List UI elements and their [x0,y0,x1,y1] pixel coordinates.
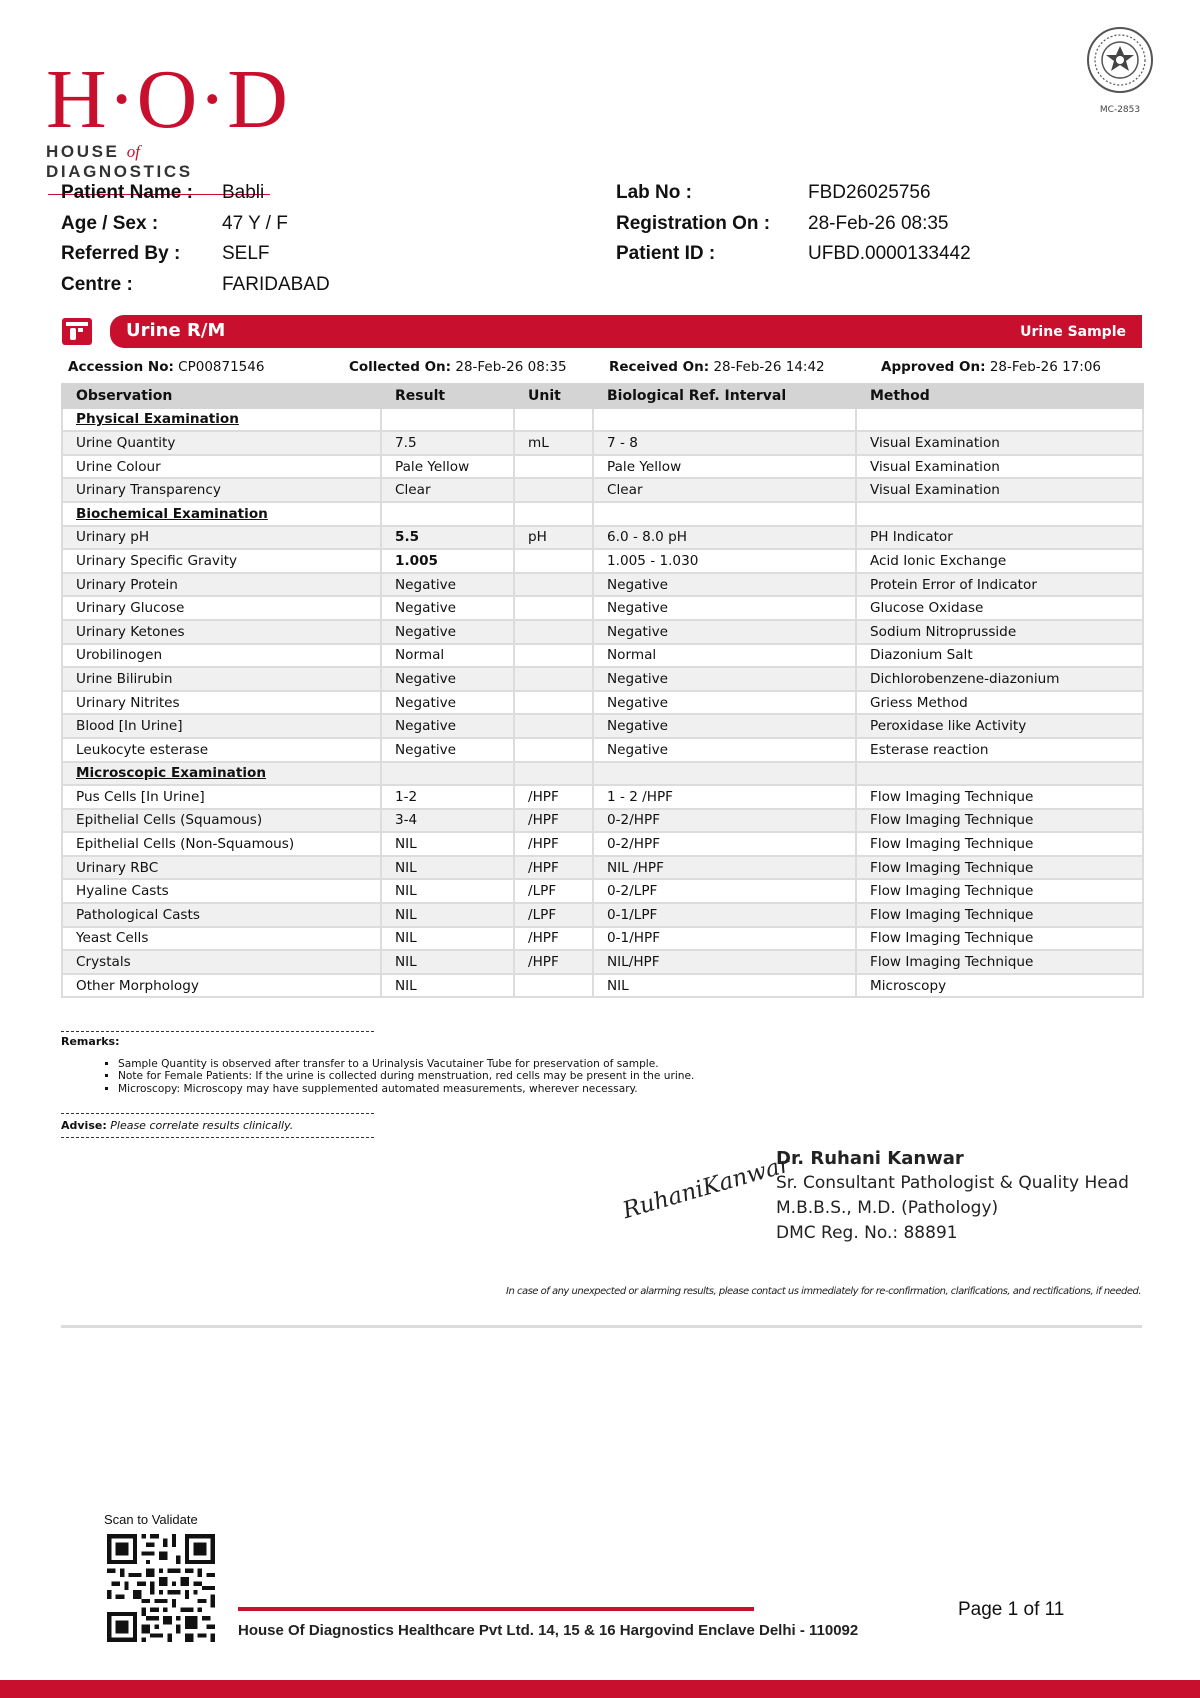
method-cell: Flow Imaging Technique [856,927,1143,951]
method-cell: Diazonium Salt [856,644,1143,668]
method-cell: PH Indicator [856,526,1143,550]
doctor-registration: DMC Reg. No.: 88891 [776,1223,958,1243]
footer-divider [61,1325,1142,1328]
observation-cell: Urinary RBC [62,856,381,880]
logo-sub-of: of [126,142,141,161]
doctor-signature [614,1151,794,1225]
method-cell: Flow Imaging Technique [856,950,1143,974]
seal-icon [1085,22,1155,104]
referred-by-label: Referred By : [61,243,181,264]
table-row [62,974,1143,998]
table-row [62,832,1143,856]
unit-cell: /LPF [514,903,593,927]
ref-cell: NIL [593,974,856,998]
ref-cell: 1 - 2 /HPF [593,785,856,809]
ref-cell: Negative [593,738,856,762]
qr-code-icon[interactable] [107,1534,215,1642]
table-row [62,455,1143,479]
unit-cell [514,691,593,715]
table-row [62,596,1143,620]
unit-cell: /HPF [514,950,593,974]
observation-cell: Yeast Cells [62,927,381,951]
section-microscopic: Microscopic Examination [62,762,381,786]
ref-cell: 6.0 - 8.0 pH [593,526,856,550]
unit-cell [514,667,593,691]
method-cell: Flow Imaging Technique [856,785,1143,809]
ref-cell: 0-2/LPF [593,879,856,903]
result-cell: Normal [381,644,514,668]
unit-cell [514,573,593,597]
table-row [62,573,1143,597]
ref-cell: Negative [593,573,856,597]
observation-cell: Pathological Casts [62,903,381,927]
header-observation: Observation [62,384,381,408]
hod-logo [46,53,289,182]
footer-red-line [238,1607,754,1611]
method-cell [856,502,1143,526]
result-cell: NIL [381,832,514,856]
ref-cell [593,502,856,526]
result-cell: Clear [381,478,514,502]
patient-id-label: Patient ID : [616,243,716,264]
observation-cell: Urinary Glucose [62,596,381,620]
observation-cell: Urinary Protein [62,573,381,597]
ref-cell [593,408,856,432]
unit-cell [514,620,593,644]
patient-info-left [61,182,330,304]
section-biochemical: Biochemical Examination [62,502,381,526]
test-tube-icon [62,316,92,347]
result-cell [381,408,514,432]
unit-cell [514,714,593,738]
unit-cell [514,408,593,432]
observation-cell: Crystals [62,950,381,974]
table-row [62,738,1143,762]
doctor-block [776,1146,1129,1246]
unit-cell: /HPF [514,832,593,856]
result-cell-abnormal: 5.5 [381,526,514,550]
ref-cell: 0-1/HPF [593,927,856,951]
advise-line [61,1119,293,1132]
logo-subtitle [46,142,286,182]
result-cell: Negative [381,738,514,762]
table-row [62,903,1143,927]
result-cell: Negative [381,667,514,691]
unit-cell [514,478,593,502]
section-physical: Physical Examination [62,408,381,432]
age-sex-value: 47 Y / F [222,212,288,234]
method-cell: Flow Imaging Technique [856,832,1143,856]
registration-row [616,213,971,244]
remarks-title: Remarks: [61,1035,120,1048]
result-cell: Negative [381,596,514,620]
method-cell: Flow Imaging Technique [856,879,1143,903]
received-value: 28-Feb-26 14:42 [713,359,825,375]
table-row [62,691,1143,715]
patient-info-right [616,182,971,274]
referred-by-value: SELF [222,243,270,264]
method-cell: Griess Method [856,691,1143,715]
ref-cell: 1.005 - 1.030 [593,549,856,573]
observation-cell: Hyaline Casts [62,879,381,903]
page-number: Page 1 of 11 [958,1599,1065,1620]
method-cell [856,408,1143,432]
test-title: Urine R/M [126,320,226,341]
ref-cell: Negative [593,596,856,620]
unit-cell: /HPF [514,856,593,880]
ref-cell: Clear [593,478,856,502]
unit-cell: pH [514,526,593,550]
table-row [62,856,1143,880]
ref-cell: Negative [593,691,856,715]
lab-no-value: FBD26025756 [808,182,931,203]
table-row [62,644,1143,668]
result-cell: Pale Yellow [381,455,514,479]
ref-cell: NIL /HPF [593,856,856,880]
test-sample-type: Urine Sample [1020,324,1126,340]
table-row [62,431,1143,455]
method-cell: Flow Imaging Technique [856,856,1143,880]
ref-cell: Negative [593,714,856,738]
doctor-title: Sr. Consultant Pathologist & Quality Head [776,1173,1129,1193]
patient-name-value: Babli [222,182,265,203]
registration-label: Registration On : [616,212,771,234]
scan-label: Scan to Validate [104,1512,198,1527]
unit-cell [514,974,593,998]
method-cell: Visual Examination [856,478,1143,502]
age-sex-row [61,213,330,244]
unit-cell [514,738,593,762]
result-cell: 1-2 [381,785,514,809]
observation-cell: Blood [In Urine] [62,714,381,738]
result-cell: NIL [381,950,514,974]
result-cell: Negative [381,714,514,738]
header-method: Method [856,384,1143,408]
observation-cell: Leukocyte esterase [62,738,381,762]
lab-no-label: Lab No : [616,182,692,203]
table-row [62,667,1143,691]
table-row [62,620,1143,644]
method-cell: Glucose Oxidase [856,596,1143,620]
logo-mark: H·O·D [46,53,289,146]
observation-cell: Pus Cells [In Urine] [62,785,381,809]
unit-cell: mL [514,431,593,455]
table-row [62,714,1143,738]
accreditation-seal [1085,22,1155,120]
result-cell-abnormal: 1.005 [381,549,514,573]
unit-cell [514,644,593,668]
result-cell: NIL [381,903,514,927]
method-cell: Esterase reaction [856,738,1143,762]
ref-cell: 0-2/HPF [593,832,856,856]
method-cell [856,762,1143,786]
result-cell [381,502,514,526]
observation-cell: Other Morphology [62,974,381,998]
collected-value: 28-Feb-26 08:35 [455,359,567,375]
remarks-item: ▪ Microscopy: Microscopy may have supplemented automated measurements, wherever necessary. [118,1083,694,1095]
table-row [62,478,1143,502]
table-row [62,762,1143,786]
table-row [62,879,1143,903]
table-row [62,785,1143,809]
collected-label: Collected On: [349,359,452,375]
registration-value: 28-Feb-26 08:35 [808,212,949,234]
ref-cell: 0-1/LPF [593,903,856,927]
results-table [61,383,1144,998]
received-label: Received On: [609,359,710,375]
result-cell: Negative [381,573,514,597]
patient-id-value: UFBD.0000133442 [808,243,971,264]
ref-cell: 0-2/HPF [593,809,856,833]
age-sex-label: Age / Sex : [61,212,159,234]
observation-cell: Epithelial Cells (Non-Squamous) [62,832,381,856]
ref-cell: 7 - 8 [593,431,856,455]
table-row [62,549,1143,573]
company-address: House Of Diagnostics Healthcare Pvt Ltd. 14, 15 & 16 Hargovind Enclave Delhi - 110092 [238,1622,859,1639]
method-cell: Dichlorobenzene-diazonium [856,667,1143,691]
table-row [62,950,1143,974]
unit-cell: /HPF [514,809,593,833]
advise-divider-top [61,1113,374,1114]
advise-label: Advise: [61,1119,107,1132]
table-row [62,809,1143,833]
method-cell: Visual Examination [856,455,1143,479]
table-row [62,927,1143,951]
doctor-name: Dr. Ruhani Kanwar [776,1148,964,1169]
table-row [62,408,1143,432]
ref-cell: Pale Yellow [593,455,856,479]
result-cell: 3-4 [381,809,514,833]
logo-sub-house: HOUSE [46,142,120,161]
doctor-qualification: M.B.B.S., M.D. (Pathology) [776,1198,999,1218]
unit-cell: /HPF [514,927,593,951]
centre-value: FARIDABAD [222,273,330,295]
patient-name-label: Patient Name : [61,182,193,203]
centre-row [61,274,330,305]
result-cell: NIL [381,856,514,880]
observation-cell: Urinary Transparency [62,478,381,502]
header-unit: Unit [514,384,593,408]
approved-label: Approved On: [881,359,986,375]
observation-cell: Urine Quantity [62,431,381,455]
approved-value: 28-Feb-26 17:06 [989,359,1102,375]
ref-cell: NIL/HPF [593,950,856,974]
method-cell: Acid Ionic Exchange [856,549,1143,573]
centre-label: Centre : [61,273,133,295]
method-cell: Flow Imaging Technique [856,903,1143,927]
result-cell: NIL [381,879,514,903]
unit-cell [514,596,593,620]
observation-cell: Urobilinogen [62,644,381,668]
header-result: Result [381,384,514,408]
observation-cell: Urine Bilirubin [62,667,381,691]
test-title-bar [110,315,1142,348]
patient-name-row [61,182,330,213]
observation-cell: Urinary Ketones [62,620,381,644]
disclaimer-text: In case of any unexpected or alarming results, please contact us immediately for re-confirmation, clarifications, and rectifications, if needed. [506,1286,1141,1297]
unit-cell [514,549,593,573]
observation-cell: Urinary Specific Gravity [62,549,381,573]
method-cell: Visual Examination [856,431,1143,455]
accession-no [68,359,264,375]
remarks-item: ▪ Sample Quantity is observed after transfer to a Urinalysis Vacutainer Tube for preservation of sample. [118,1058,694,1070]
collected-on [349,359,567,375]
remarks-list [118,1058,694,1095]
method-cell: Protein Error of Indicator [856,573,1143,597]
observation-cell: Urinary pH [62,526,381,550]
ref-cell: Negative [593,620,856,644]
unit-cell [514,455,593,479]
unit-cell: /LPF [514,879,593,903]
observation-cell: Urine Colour [62,455,381,479]
table-row [62,502,1143,526]
method-cell: Microscopy [856,974,1143,998]
advise-text: Please correlate results clinically. [110,1119,294,1132]
method-cell: Sodium Nitroprusside [856,620,1143,644]
ref-cell: Normal [593,644,856,668]
remarks-divider-top [61,1031,374,1032]
approved-on [881,359,1101,375]
referred-by-row [61,243,330,274]
result-cell: NIL [381,927,514,951]
unit-cell [514,762,593,786]
observation-cell: Epithelial Cells (Squamous) [62,809,381,833]
ref-cell: Negative [593,667,856,691]
signature-text: RuhaniKanwar [619,1151,794,1225]
unit-cell: /HPF [514,785,593,809]
accession-value: CP00871546 [178,359,265,375]
accreditation-code: MC-2853 [1099,105,1141,115]
accession-label: Accession No: [68,359,174,375]
bottom-brand-band [0,1680,1200,1698]
method-cell: Flow Imaging Technique [856,809,1143,833]
logo-sub-diagnostics: DIAGNOSTICS [46,162,193,181]
remarks-item: ▪ Note for Female Patients: If the urine is collected during menstruation, red cells may be present in the urine. [118,1070,694,1082]
advise-divider-bottom [61,1137,374,1138]
result-cell [381,762,514,786]
table-row [62,526,1143,550]
header-ref-interval: Biological Ref. Interval [593,384,856,408]
unit-cell [514,502,593,526]
result-cell: Negative [381,691,514,715]
result-cell: Negative [381,620,514,644]
table-header-row [62,384,1143,408]
method-cell: Peroxidase like Activity [856,714,1143,738]
lab-no-row [616,182,971,213]
received-on [609,359,825,375]
ref-cell [593,762,856,786]
result-cell: NIL [381,974,514,998]
observation-cell: Urinary Nitrites [62,691,381,715]
result-cell: 7.5 [381,431,514,455]
patient-id-row [616,243,971,274]
